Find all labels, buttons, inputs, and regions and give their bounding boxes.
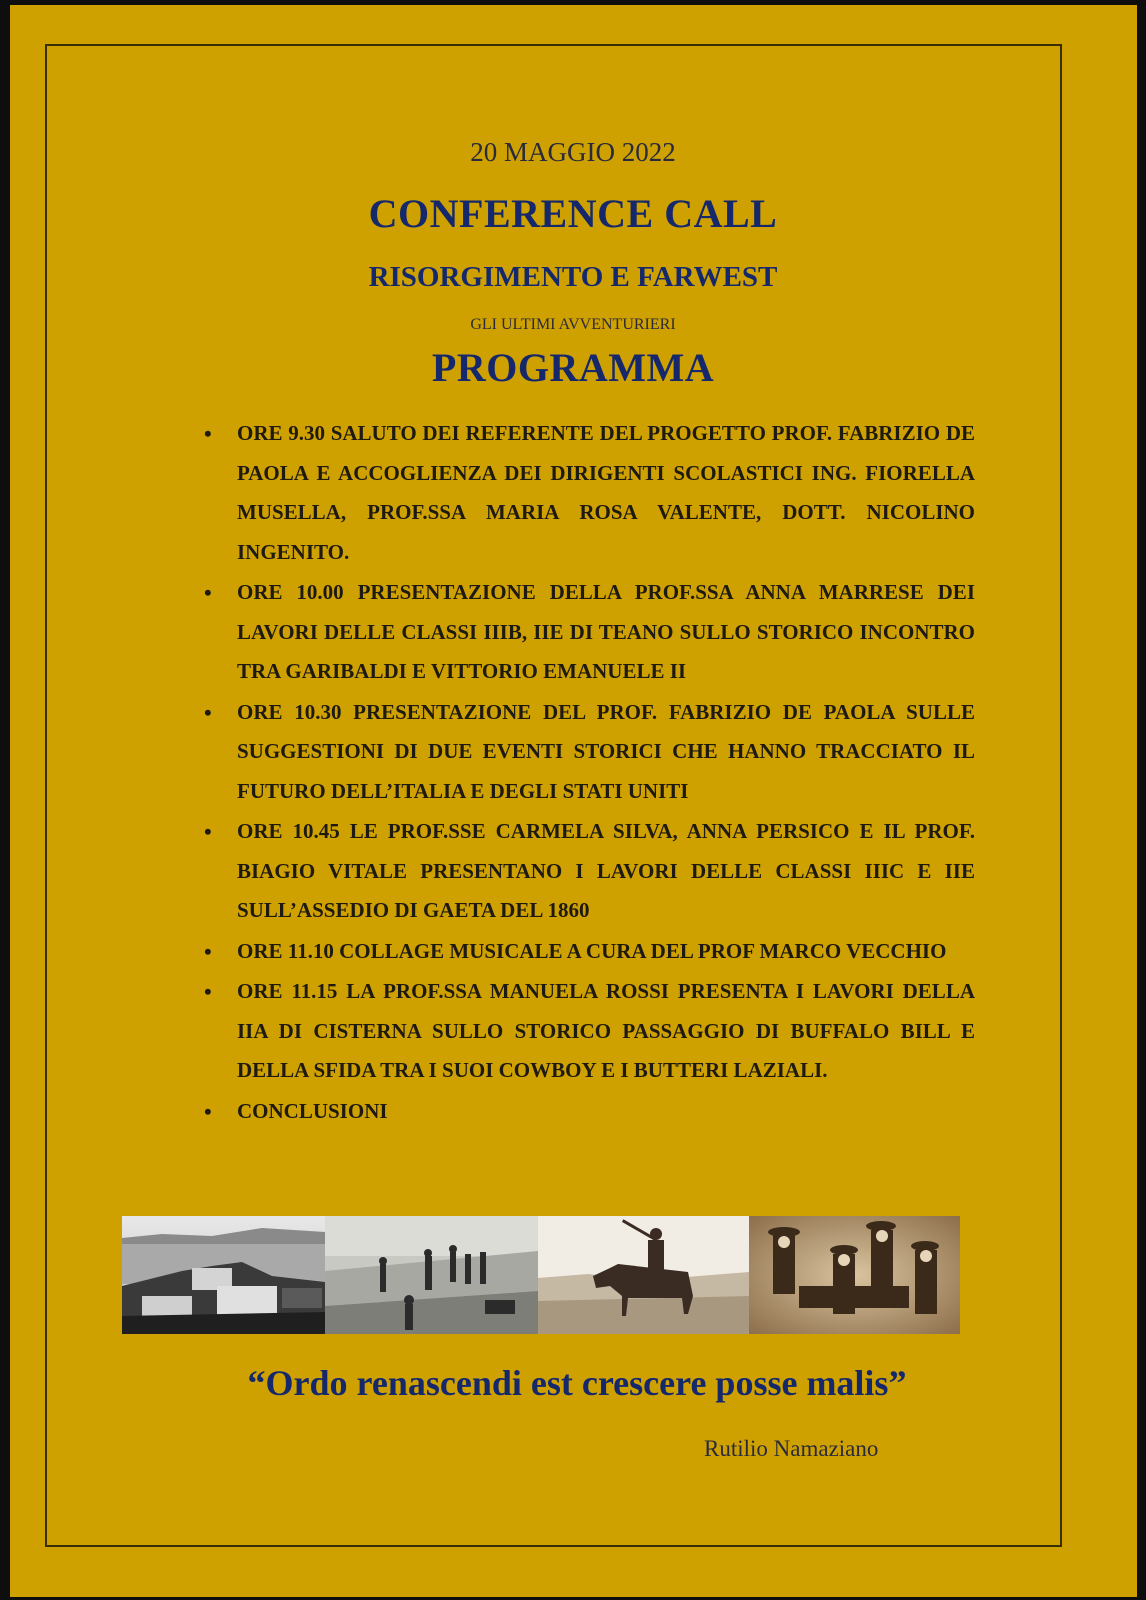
photo-rider-horse <box>538 1216 749 1334</box>
agenda-item: • ORE 10.45 LE PROF.SSE CARMELA SILVA, ANNA PERSICO E IL PROF. BIAGIO VITALE PRESENTANO I LAVORI DELLE CLASSI IIIC E IIE SULL’ASSEDIO DI GAETA DEL 1860 <box>237 812 975 931</box>
event-type: CONFERENCE CALL <box>368 191 778 236</box>
quote-author: Rutilio Namaziano <box>704 1436 879 1461</box>
agenda-item: • ORE 11.10 COLLAGE MUSICALE A CURA DEL PROF MARCO VECCHIO <box>237 932 975 972</box>
photo-soldiers-siege <box>325 1216 538 1334</box>
photo-fortress-harbor <box>122 1216 325 1334</box>
agenda-list <box>237 414 975 1132</box>
event-date: 20 MAGGIO 2022 <box>470 137 676 167</box>
agenda-item: • ORE 10.00 PRESENTAZIONE DELLA PROF.SSA ANNA MARRESE DEI LAVORI DELLE CLASSI IIIB, IIE DI TEANO SULLO STORICO INCONTRO TRA GARIBALDI E VITTORIO EMANUELE II <box>237 573 975 692</box>
event-title: RISORGIMENTO E FARWEST <box>368 261 778 293</box>
program-heading: PROGRAMMA <box>431 345 715 390</box>
motto-quote: “Ordo renascendi est crescere posse malis” <box>247 1363 907 1403</box>
agenda-item: • CONCLUSIONI <box>237 1092 975 1132</box>
event-subtitle: GLI ULTIMI AVVENTURIERI <box>470 316 676 333</box>
agenda-item: • ORE 10.30 PRESENTAZIONE DEL PROF. FABRIZIO DE PAOLA SULLE SUGGESTIONI DI DUE EVENTI STORICI CHE HANNO TRACCIATO IL FUTURO DELL’ITALIA E DEGLI STATI UNITI <box>237 693 975 812</box>
agenda-item: • ORE 9.30 SALUTO DEI REFERENTE DEL PROGETTO PROF. FABRIZIO DE PAOLA E ACCOGLIENZA DEI DIRIGENTI SCOLASTICI ING. FIORELLA MUSELLA, PROF.SSA MARIA ROSA VALENTE, DOTT. NICOLINO INGENITO. <box>237 414 975 572</box>
agenda-item: • ORE 11.15 LA PROF.SSA MANUELA ROSSI PRESENTA I LAVORI DELLA IIA DI CISTERNA SULLO STORICO PASSAGGIO DI BUFFALO BILL E DELLA SFIDA TRA I SUOI COWBOY E I BUTTERI LAZIALI. <box>237 972 975 1091</box>
photo-strip <box>122 1216 976 1334</box>
photo-cowboys-group <box>749 1216 960 1334</box>
